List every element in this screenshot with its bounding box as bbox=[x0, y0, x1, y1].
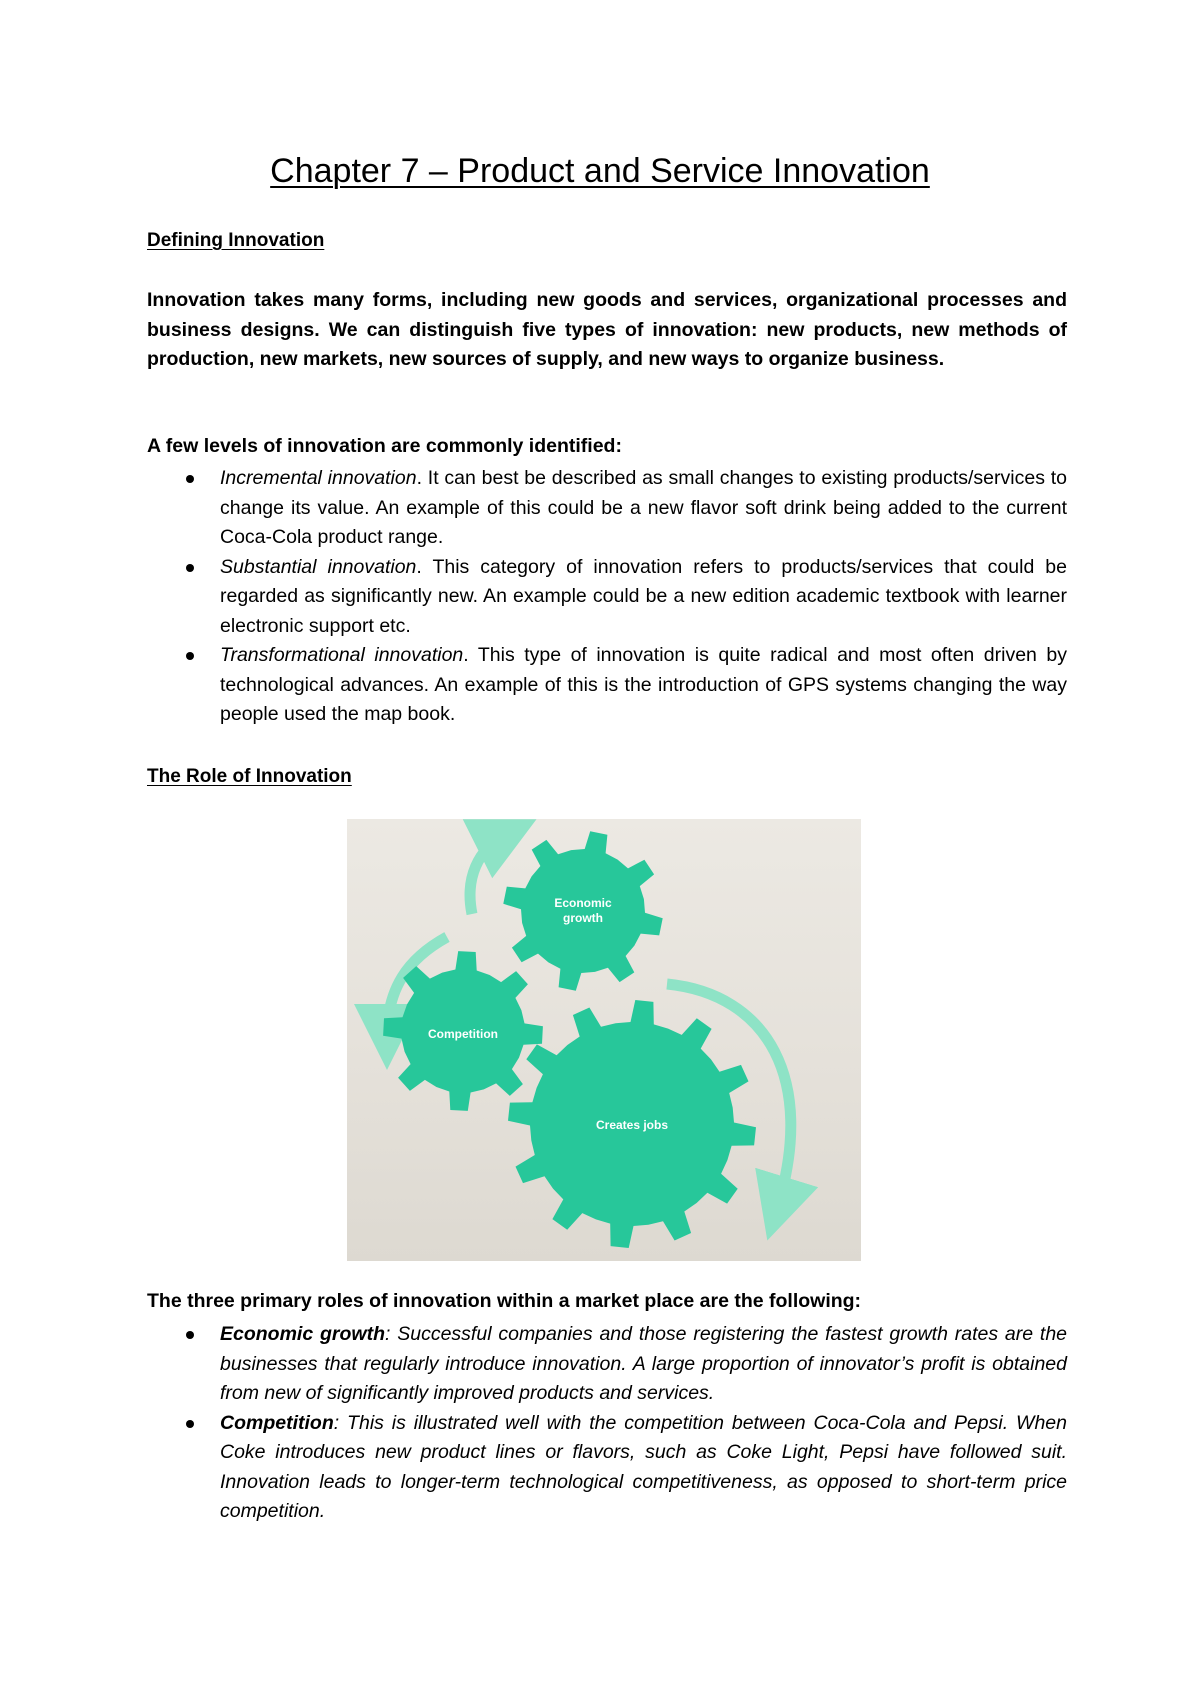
defining-paragraph: Innovation takes many forms, including new goods and services, organizational processes and business designs. We can distinguish five types of innovation: new products, new methods of production, new markets, new sources of supply, and new ways to organize business. bbox=[147, 289, 1067, 370]
role-text: : Successful companies and those registering the fastest growth rates are the businesses that regularly introduce innovation. A large proportion of innovator’s profit is obtained from new of significantly improved products and services. bbox=[220, 1323, 1068, 1404]
level-text: . This category of innovation refers to products/services that could be regarded as significantly new. An example could be a new edition academic textbook with learner electronic support etc. bbox=[220, 555, 1067, 637]
levels-intro: A few levels of innovation are commonly identified: bbox=[147, 435, 622, 457]
list-item bbox=[147, 1320, 1067, 1409]
section-heading-defining: Defining Innovation bbox=[147, 230, 325, 251]
bullet-icon bbox=[186, 564, 194, 572]
roles-list bbox=[147, 1320, 1067, 1527]
level-text: . It can best be described as small changes to existing products/services to change its value. An example of this could be a new flavor soft drink being added to the current Coca-Cola product range. bbox=[220, 467, 1068, 548]
bullet-icon bbox=[186, 475, 194, 483]
role-term: Competition bbox=[220, 1411, 334, 1434]
list-item bbox=[147, 1409, 1067, 1527]
role-text: : This is illustrated well with the competition between Coca-Cola and Pepsi. When Coke introduces new product lines or flavors, such as Coke Light, Pepsi have followed suit. Innovation leads to longer-term technological competitiveness, as opposed to short-term price competition. bbox=[220, 1411, 1067, 1522]
level-term: Incremental innovation bbox=[220, 467, 417, 489]
level-term: Transformational innovation bbox=[220, 644, 464, 666]
gears-diagram bbox=[347, 819, 861, 1261]
list-item bbox=[147, 641, 1067, 730]
roles-intro: The three primary roles of innovation within a market place are the following: bbox=[147, 1290, 862, 1312]
gear-label-jobs: Creates jobs bbox=[595, 1118, 669, 1132]
gear-label-competition: Competition bbox=[428, 1027, 498, 1041]
role-term: Economic growth bbox=[220, 1323, 385, 1345]
section-heading-role: The Role of Innovation bbox=[147, 766, 352, 787]
cycle-arrow-top bbox=[470, 834, 507, 914]
gear-label-economic-2: growth bbox=[563, 911, 603, 925]
list-item bbox=[147, 464, 1067, 553]
bullet-icon bbox=[186, 1420, 194, 1428]
level-term: Substantial innovation bbox=[220, 555, 417, 578]
list-item bbox=[147, 553, 1067, 642]
gear-label-economic-1: Economic bbox=[554, 896, 612, 910]
bullet-icon bbox=[186, 652, 194, 660]
bullet-icon bbox=[186, 1331, 194, 1339]
levels-list bbox=[147, 464, 1067, 730]
innovation-gears-figure bbox=[347, 819, 861, 1261]
level-text: . This type of innovation is quite radical and most often driven by technological advances. An example of this is the introduction of GPS systems changing the way people used the map book. bbox=[220, 644, 1067, 725]
page-title: Chapter 7 – Product and Service Innovation bbox=[270, 152, 930, 190]
